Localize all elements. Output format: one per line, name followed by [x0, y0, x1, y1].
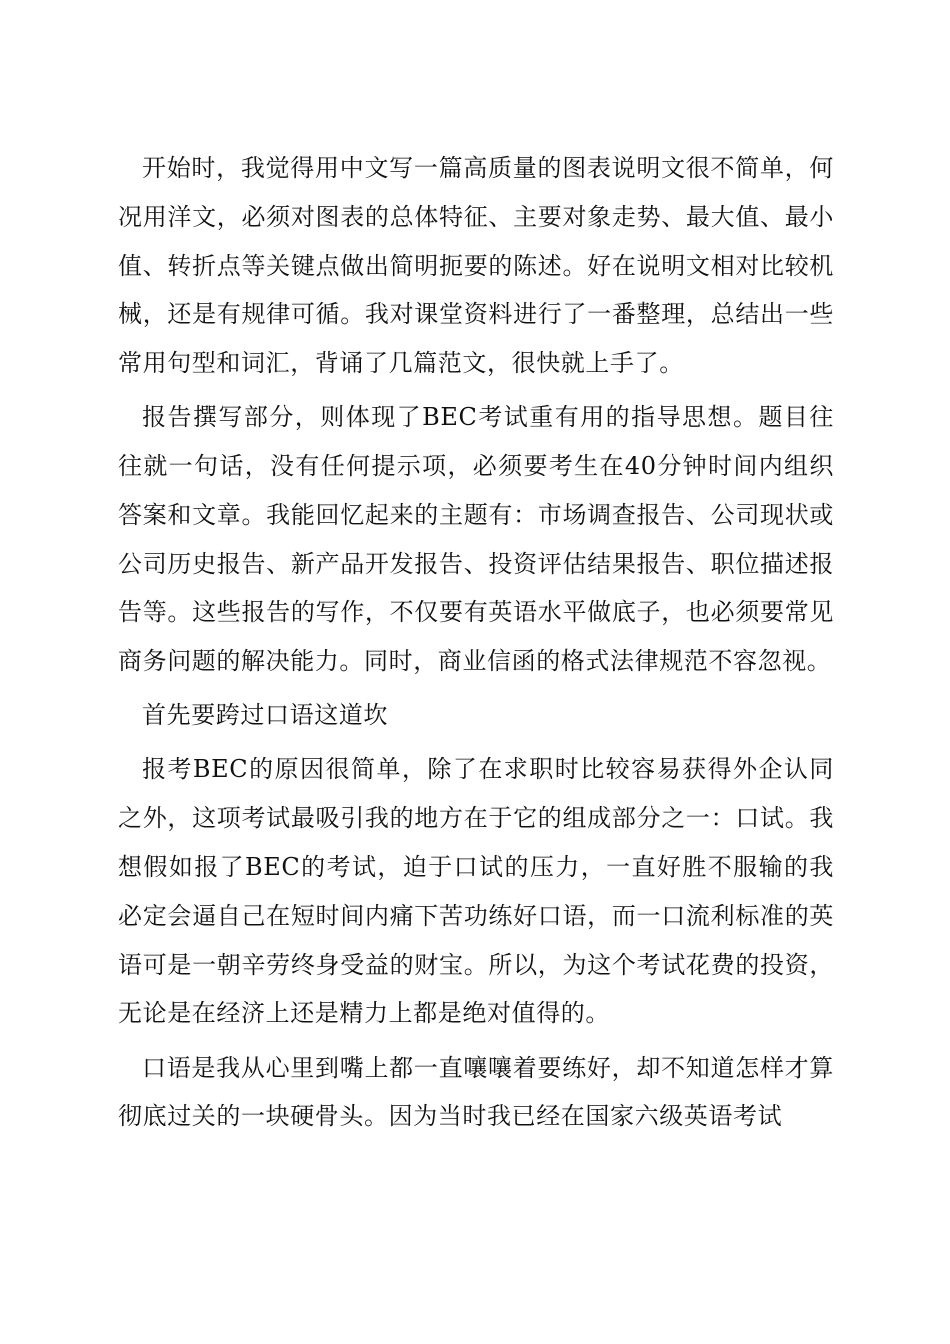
paragraph-speaking-challenge: 口语是我从心里到嘴上都一直嚷嚷着要练好，却不知道怎样才算彻底过关的一块硬骨头。因为当时我已经在国家六级英语考试	[118, 1053, 834, 1131]
paragraph-report-writing: 报告撰写部分，则体现了BEC考试重有用的指导思想。题目往往就一句话，没有任何提示项，必须要考生在40分钟时间内组织答案和文章。我能回忆起来的主题有：市场调查报告、公司现状或公司历史报告、新产品开发报告、投资评估结果报告、职位描述报告等。这些报告的写作，不仅要有英语水平做底子，也必须要常见商务问题的解决能力。同时，商业信函的格式法律规范不容忽视。	[118, 403, 834, 676]
paragraph-reason-for-bec: 报考BEC的原因很简单，除了在求职时比较容易获得外企认同之外，这项考试最吸引我的地方在于它的组成部分之一：口试。我想假如报了BEC的考试，迫于口试的压力，一直好胜不服输的我必定会逼自己在短时间内痛下苦功练好口语，而一口流利标准的英语可是一朝辛劳终身受益的财宝。所以，为这个考试花费的投资，无论是在经济上还是精力上都是绝对值得的。	[118, 755, 834, 1028]
paragraph-chart-writing: 开始时，我觉得用中文写一篇高质量的图表说明文很不简单，何况用洋文，必须对图表的总体特征、主要对象走势、最大值、最小值、转折点等关键点做出简明扼要的陈述。好在说明文相对比较机械，还是有规律可循。我对课堂资料进行了一番整理，总结出一些常用句型和词汇，背诵了几篇范文，很快就上手了。	[118, 154, 834, 378]
section-heading-speaking: 首先要跨过口语这道坎	[142, 701, 388, 730]
document-body	[118, 144, 834, 1146]
